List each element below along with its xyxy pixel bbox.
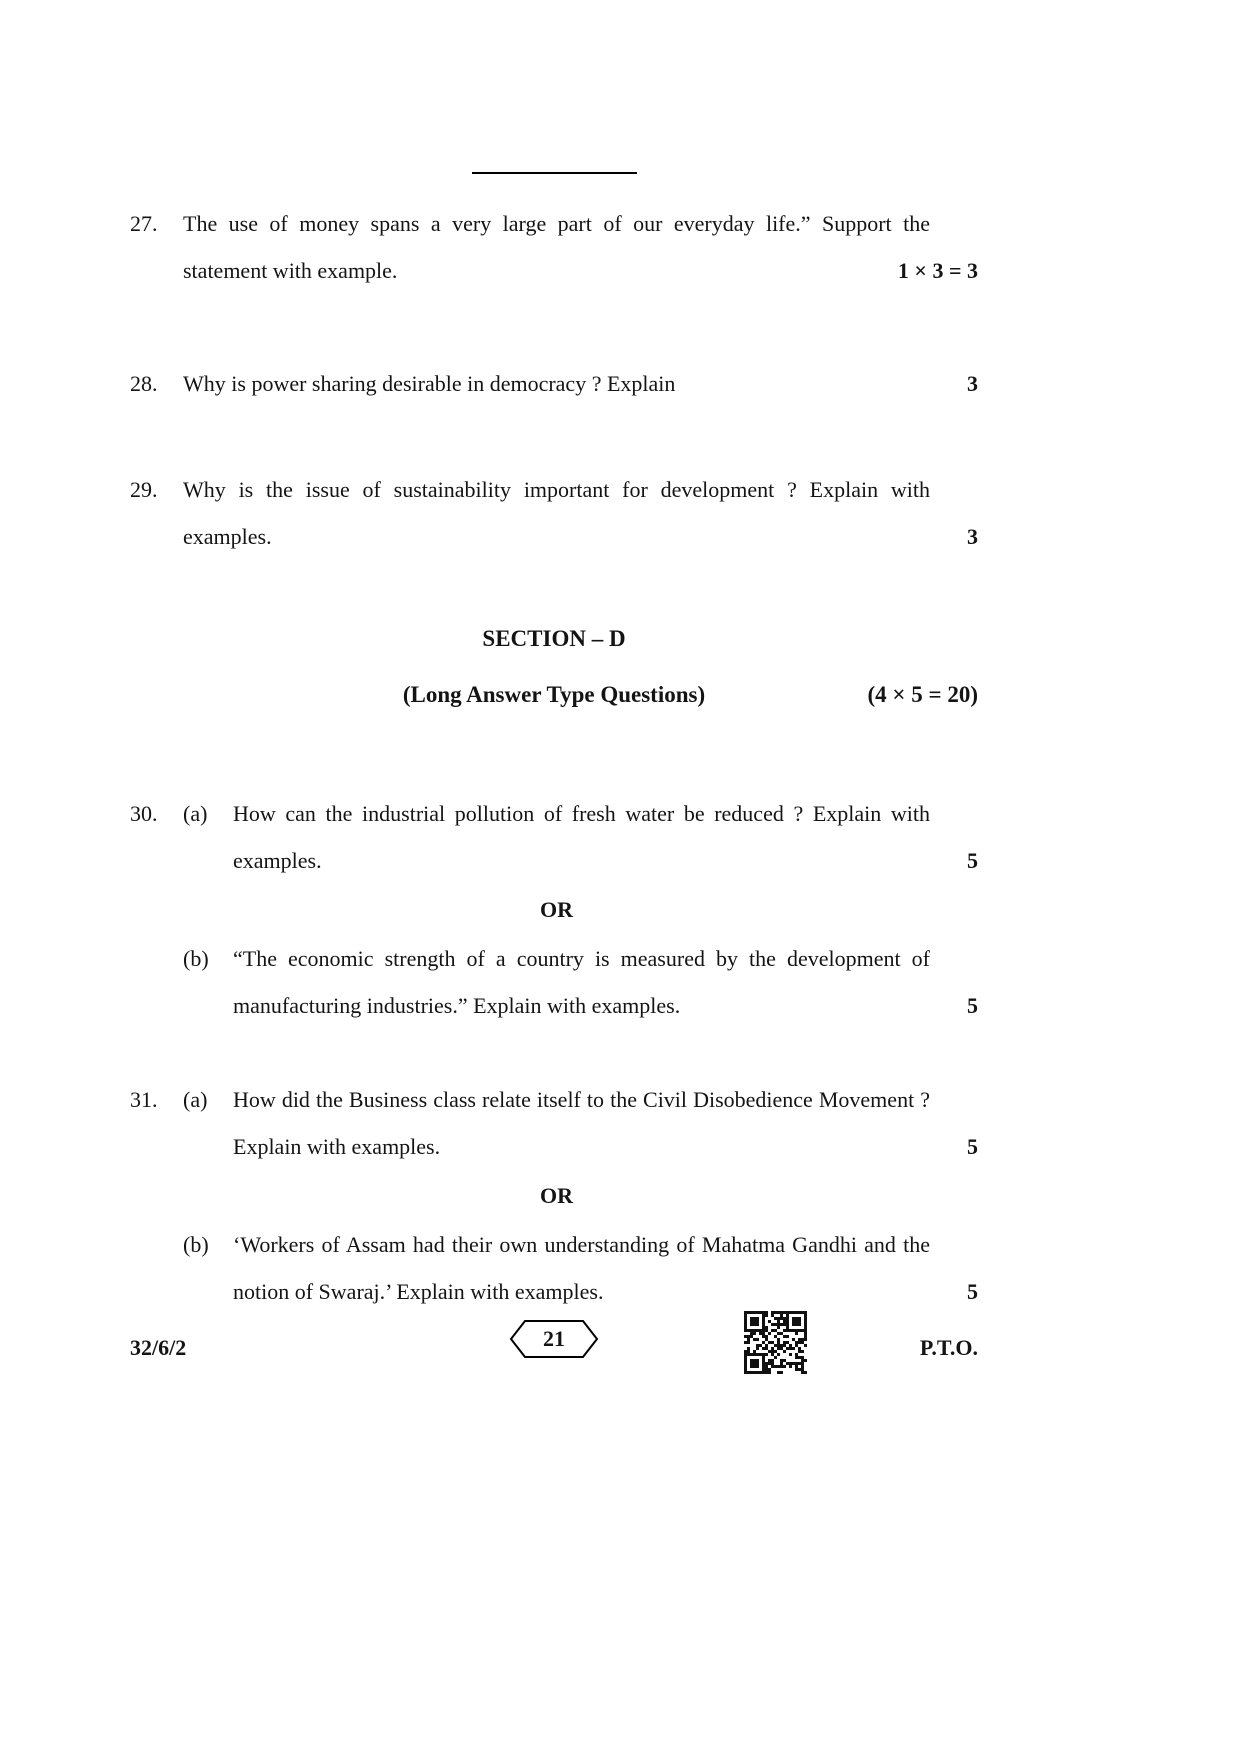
pto-label: P.T.O. [919,1335,978,1360]
section-marks-note: (4 × 5 = 20) [867,682,978,707]
question-31 [130,1076,978,1315]
top-rule [472,172,637,174]
part-label: (b) [183,946,209,971]
question-number: 28. [130,371,158,396]
section-subtitle: (Long Answer Type Questions) [402,682,706,707]
part-marks: 5 [967,848,978,873]
part-text: “The economic strength of a country is measured by the development of manufacturing industries.” Explain with examples. [233,946,930,1018]
question-body [183,1076,978,1315]
question-27 [130,200,978,294]
question-28 [130,360,978,407]
part-marks: 5 [967,1279,978,1304]
qr-code [744,1311,807,1374]
paper-code: 32/6/2 [130,1335,187,1360]
question-number: 29. [130,477,158,502]
question-text: Why is power sharing desirable in democracy ? Explain [183,371,676,396]
page-number-badge [509,1319,599,1359]
question-31-part-a [183,1076,978,1170]
question-marks: 1 × 3 = 3 [897,258,978,283]
question-30-part-a [183,790,978,884]
page-footer [130,1319,978,1399]
section-title: SECTION – D [482,626,626,651]
section-subtitle-row [130,680,978,710]
question-30-part-b [183,935,978,1029]
part-text: How did the Business class relate itself to the Civil Disobedience Movement ? Explain with examples. [233,1087,930,1159]
question-29 [130,466,978,560]
question-marks: 3 [967,524,978,549]
part-label: (a) [183,1087,208,1112]
question-number: 27. [130,211,158,236]
part-label: (a) [183,801,208,826]
question-30 [130,790,978,1029]
or-separator: OR [540,897,573,922]
part-text: How can the industrial pollution of fresh water be reduced ? Explain with examples. [233,801,930,873]
part-label: (b) [183,1232,209,1257]
question-number: 30. [130,801,158,826]
question-body [183,790,978,1029]
part-text: ‘Workers of Assam had their own understanding of Mahatma Gandhi and the notion of Swaraj.’ Explain with examples. [233,1232,930,1304]
part-marks: 5 [967,993,978,1018]
question-text: The use of money spans a very large part of our everyday life.” Support the statement with example. [183,211,930,283]
part-marks: 5 [967,1134,978,1159]
page-number: 21 [543,1326,565,1351]
question-31-part-b [183,1221,978,1315]
question-number: 31. [130,1087,158,1112]
question-marks: 3 [967,371,978,396]
question-text: Why is the issue of sustainability important for development ? Explain with examples. [183,477,930,549]
or-separator: OR [540,1183,573,1208]
